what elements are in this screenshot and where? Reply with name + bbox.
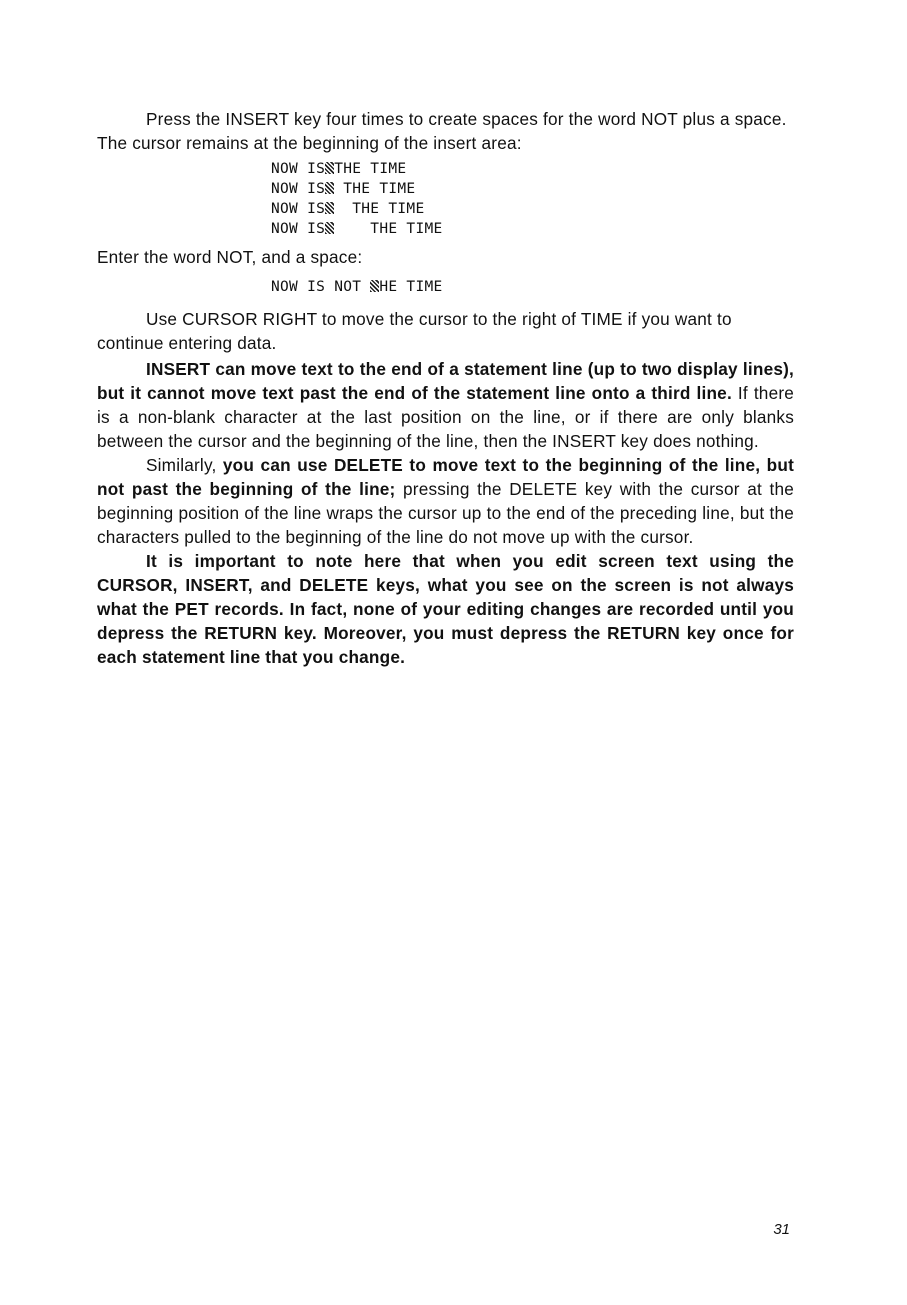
page-body <box>97 107 794 669</box>
paragraph-cursor-right: Use CURSOR RIGHT to move the cursor to the right of TIME if you want to continue entering data. <box>97 309 732 353</box>
screen-example-insert <box>97 159 794 239</box>
cursor-block-icon <box>370 280 379 292</box>
paragraph-insert-limits: INSERT can move text to the end of a statement line (up to two display lines), but it cannot move text past the end of the statement line onto a third line. If there is a non-blank character at the last position on the line, or if there are only blanks between the cursor and the beginning of the line, then the INSERT key does nothing. <box>97 359 795 451</box>
insert-rule-bold: INSERT can move text to the end of a statement line (up to two display lines), but it cannot move text past the end of the statement line onto a third line. <box>97 359 794 403</box>
page-number: 31 <box>773 1221 790 1238</box>
screen-line: NOW IS THE TIME <box>271 221 443 237</box>
paragraph-delete-limits: Similarly, you can use DELETE to move text to the beginning of the line, but not past the beginning of the line; pressing the DELETE key with the cursor at the beginning position of the line wraps the cursor up to the end of the preceding line, but the characters pulled to the beginning of the line do not move up with the cursor. <box>97 455 795 547</box>
cursor-block-icon <box>325 162 334 174</box>
paragraph-return-note <box>97 549 794 669</box>
paragraph-insert-spaces: Press the INSERT key four times to create spaces for the word NOT plus a space. The cursor remains at the beginning of the insert area: <box>97 109 787 153</box>
return-note-bold: It is important to note here that when you edit screen text using the CURSOR, INSERT, and DELETE keys, what you see on the screen is not always what the PET records. In fact, none of your editing changes are recorded until you depress the RETURN key. Moreover, you must depress the RETURN key once for each statement line that you change. <box>97 551 794 667</box>
screen-line: NOW IS NOT HE TIME <box>271 279 443 295</box>
screen-line: NOW IS THE TIME <box>271 201 425 217</box>
cursor-block-icon <box>325 202 334 214</box>
cursor-block-icon <box>325 182 334 194</box>
screen-example-not <box>97 277 794 297</box>
screen-line: NOW IS THE TIME <box>271 161 407 177</box>
screen-line: NOW IS THE TIME <box>271 181 416 197</box>
delete-rule-bold: you can use DELETE to move text to the beginning of the line, but not past the beginning of the line; <box>97 455 795 499</box>
cursor-block-icon <box>325 222 334 234</box>
paragraph-enter-word: Enter the word NOT, and a space: <box>97 247 363 267</box>
